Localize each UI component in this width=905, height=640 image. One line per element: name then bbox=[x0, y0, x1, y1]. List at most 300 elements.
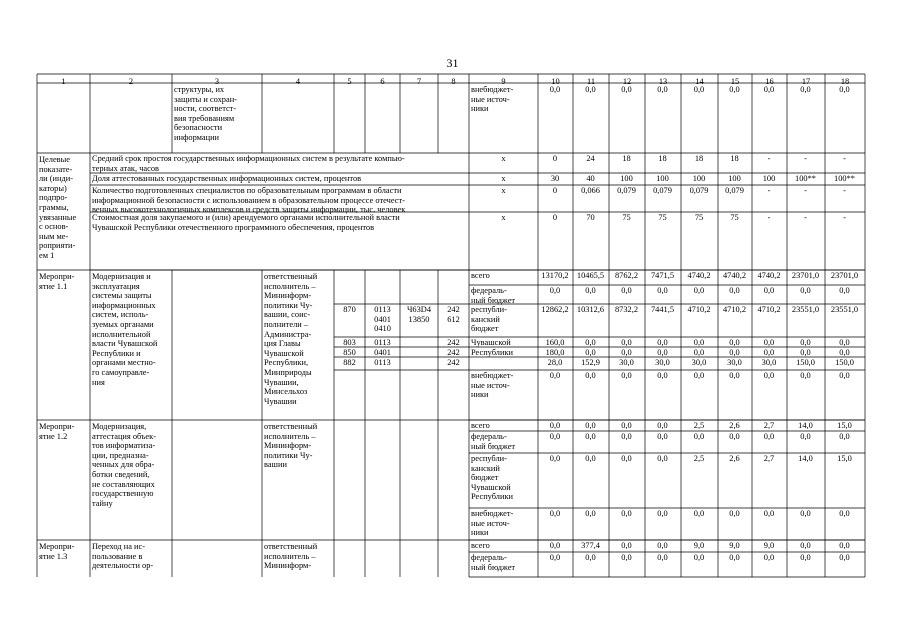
measure-label: Меропри- bbox=[39, 272, 75, 281]
value-cell: 0,0 bbox=[621, 338, 632, 347]
value-cell: 10465,5 bbox=[576, 271, 605, 280]
budget-code: 242 bbox=[447, 348, 460, 357]
value-cell: 0,0 bbox=[657, 338, 668, 347]
value-cell: 30,0 bbox=[655, 358, 670, 367]
measure-task: ния bbox=[92, 377, 105, 387]
value-cell: 0,0 bbox=[621, 348, 632, 357]
indicator-value: 24 bbox=[586, 154, 595, 163]
column-header: 12 bbox=[622, 77, 632, 86]
value-cell: 8732,2 bbox=[614, 305, 639, 314]
source-name: республи- bbox=[471, 305, 507, 314]
value-cell: 9,0 bbox=[693, 541, 705, 550]
value-cell: 0,0 bbox=[549, 454, 561, 463]
indicator-value: 0,079 bbox=[725, 186, 744, 195]
indicator-text: Доля аттестованных государственных информационных систем, процентов bbox=[92, 174, 362, 183]
indicator-value: - bbox=[843, 213, 846, 222]
measure-responsible: ответственный bbox=[264, 542, 318, 551]
measure-responsible: Чувашии bbox=[264, 396, 297, 406]
value-cell: 0,0 bbox=[839, 338, 850, 347]
value-cell: 0,0 bbox=[549, 553, 561, 562]
measure-responsible: Минприроды bbox=[264, 368, 312, 377]
indicator-value: 0,079 bbox=[689, 186, 709, 195]
target-label: каторы) bbox=[39, 183, 67, 193]
value-cell: 4740,2 bbox=[722, 271, 747, 280]
value-cell: 0,0 bbox=[800, 338, 811, 347]
value-cell: 0,0 bbox=[729, 509, 740, 518]
measure-responsible: Чувашии, bbox=[264, 377, 299, 387]
source-name: республи- bbox=[471, 454, 507, 463]
measure-task: эксплуатация bbox=[92, 281, 140, 291]
measure-task: не составляющих bbox=[92, 479, 155, 489]
measure-task: зуемых органами bbox=[92, 320, 154, 329]
column-header: 18 bbox=[840, 77, 850, 86]
indicator-unit: x bbox=[501, 213, 506, 222]
value-cell: 0,0 bbox=[839, 509, 850, 518]
value-cell: 0,0 bbox=[621, 371, 632, 380]
value-cell: 0,0 bbox=[657, 371, 668, 380]
value-cell: 0,0 bbox=[657, 348, 668, 357]
value-cell: 0,0 bbox=[657, 421, 668, 430]
value-cell: 4710,2 bbox=[687, 305, 711, 314]
measure-responsible: исполнитель – bbox=[264, 431, 316, 441]
value-cell: 30,0 bbox=[619, 358, 634, 367]
measure-responsible: ция Главы bbox=[264, 339, 301, 349]
value-cell: 0,0 bbox=[693, 432, 705, 441]
value-cell: 23551,0 bbox=[830, 305, 859, 314]
measure-task: власти Чувашской bbox=[92, 339, 158, 349]
budget-code: 0113 bbox=[374, 338, 391, 347]
value-cell: 0,0 bbox=[549, 371, 561, 380]
value-cell: 0,0 bbox=[657, 85, 668, 94]
source-name: всего bbox=[471, 541, 490, 550]
value-cell: 0,0 bbox=[621, 432, 632, 441]
indicator-value: 0 bbox=[552, 213, 558, 222]
budget-code: 612 bbox=[447, 314, 460, 324]
value-cell: 0,0 bbox=[585, 338, 596, 347]
value-cell: 0,0 bbox=[763, 553, 775, 562]
column-header: 15 bbox=[730, 77, 740, 86]
value-cell: 10312,6 bbox=[576, 305, 605, 314]
measure-label: Меропри- bbox=[39, 422, 75, 431]
budget-code: 0113 bbox=[374, 305, 391, 314]
measure-responsible: полнители – bbox=[264, 320, 309, 329]
indicator-value: - bbox=[767, 154, 771, 163]
source-name: внебюджет- bbox=[471, 509, 514, 518]
value-cell: 2,7 bbox=[763, 454, 775, 463]
indicator-value: 0,066 bbox=[581, 186, 600, 195]
indicator-value: - bbox=[804, 186, 807, 195]
source-name: всего bbox=[471, 271, 490, 280]
task-text: вия требованиям bbox=[174, 113, 235, 123]
indicator-value: 40 bbox=[586, 174, 595, 183]
value-cell: 0,0 bbox=[839, 348, 850, 357]
value-cell: 14,0 bbox=[798, 454, 813, 463]
measure-task: аттестация объек- bbox=[92, 431, 156, 441]
source-name: ный бюджет bbox=[471, 441, 516, 451]
target-label: граммы, bbox=[39, 203, 69, 212]
indicator-text: Средний срок простоя государственных информационных систем в результате компью- bbox=[92, 154, 405, 163]
value-cell: 7471,5 bbox=[650, 271, 675, 280]
target-label: показате- bbox=[39, 164, 73, 174]
source-name: федераль- bbox=[471, 432, 507, 441]
value-cell: 12862,2 bbox=[541, 305, 569, 314]
value-cell: 0,0 bbox=[800, 553, 811, 562]
budget-code: 0113 bbox=[374, 358, 391, 367]
measure-responsible: Республики, bbox=[264, 358, 309, 368]
measure-responsible: Мининформ- bbox=[264, 291, 312, 301]
value-cell: 0,0 bbox=[585, 371, 596, 380]
value-cell: 150,0 bbox=[835, 358, 854, 367]
value-cell: 0,0 bbox=[657, 286, 668, 295]
measure-task: ботки сведений, bbox=[92, 470, 150, 479]
value-cell: 0,0 bbox=[621, 541, 632, 550]
indicator-value: 0 bbox=[552, 186, 558, 195]
column-header: 9 bbox=[501, 77, 506, 86]
measure-responsible: политики Чу- bbox=[264, 450, 313, 460]
source-name: федераль- bbox=[471, 553, 507, 562]
value-cell: 0,0 bbox=[657, 553, 668, 562]
measure-task: тов информатиза- bbox=[92, 441, 156, 451]
value-cell: 0,0 bbox=[621, 454, 632, 463]
value-cell: 0,0 bbox=[800, 286, 811, 295]
measure-responsible: исполнитель – bbox=[264, 551, 316, 561]
indicator-value: 100** bbox=[834, 174, 855, 183]
value-cell: 0,0 bbox=[549, 85, 561, 94]
budget-code: 242 bbox=[447, 358, 460, 367]
value-cell: 152,9 bbox=[581, 358, 600, 367]
value-cell: 2,7 bbox=[763, 421, 775, 430]
value-cell: 0,0 bbox=[657, 454, 668, 463]
target-label: подпро- bbox=[39, 193, 68, 203]
indicator-value: - bbox=[767, 186, 771, 195]
indicator-value: 18 bbox=[658, 154, 667, 163]
measure-responsible: Мининформ- bbox=[264, 561, 312, 571]
indicator-value: 100 bbox=[692, 174, 706, 183]
measure-task: систем, исполь- bbox=[92, 310, 149, 320]
budget-code: 882 bbox=[343, 358, 356, 367]
indicator-value: 75 bbox=[622, 213, 631, 222]
indicator-value: 100 bbox=[620, 174, 633, 183]
measure-task: органами местно- bbox=[92, 358, 156, 368]
source-name: бюджет bbox=[471, 324, 499, 334]
value-cell: 0,0 bbox=[839, 541, 850, 550]
measure-responsible: Минсельхоз bbox=[264, 387, 308, 397]
measure-label: ятие 1.1 bbox=[39, 281, 68, 291]
value-cell: 0,0 bbox=[621, 421, 632, 430]
value-cell: 0,0 bbox=[839, 286, 850, 295]
value-cell: 9,0 bbox=[729, 541, 740, 550]
value-cell: 0,0 bbox=[763, 432, 775, 441]
measure-responsible: вашии, соис- bbox=[264, 310, 311, 320]
indicator-value: 100 bbox=[762, 174, 776, 183]
target-label: ем 1 bbox=[39, 251, 55, 260]
indicator-text: Количество подготовленных специалистов по образовательным программам в области bbox=[92, 186, 402, 195]
measure-task: системы защиты bbox=[92, 291, 152, 301]
indicator-text: терных атак, часов bbox=[92, 163, 159, 173]
indicator-value: 30 bbox=[550, 174, 560, 183]
target-label: увязанные bbox=[39, 212, 77, 222]
measure-task: Модернизация, bbox=[92, 422, 147, 431]
target-label: Целевые bbox=[39, 155, 70, 164]
value-cell: 0,0 bbox=[585, 348, 596, 357]
value-cell: 4740,2 bbox=[687, 271, 711, 280]
source-name: ные источ- bbox=[471, 380, 510, 390]
indicator-unit: x bbox=[501, 174, 506, 183]
value-cell: 0,0 bbox=[800, 541, 811, 550]
indicator-value: 75 bbox=[730, 213, 739, 222]
indicator-text: информационной безопасности с использованием в образовательном процессе отечест- bbox=[92, 195, 405, 205]
measure-responsible: политики Чу- bbox=[264, 300, 313, 310]
value-cell: 0,0 bbox=[585, 85, 596, 94]
value-cell: 15,0 bbox=[837, 421, 852, 430]
measure-task: тайну bbox=[92, 498, 113, 508]
indicator-value: 100 bbox=[656, 174, 669, 183]
value-cell: 13170,2 bbox=[541, 271, 569, 280]
value-cell: 0,0 bbox=[729, 286, 740, 295]
target-label: роприяти- bbox=[39, 241, 76, 251]
value-cell: 0,0 bbox=[763, 371, 775, 380]
column-header: 7 bbox=[416, 77, 422, 86]
measure-task: ченных для обра- bbox=[92, 460, 155, 470]
indicator-value: - bbox=[804, 154, 807, 163]
column-header: 13 bbox=[658, 77, 668, 86]
value-cell: 30,0 bbox=[727, 358, 742, 367]
column-header: 11 bbox=[586, 77, 596, 86]
column-header: 14 bbox=[695, 77, 704, 86]
column-header: 6 bbox=[380, 77, 385, 86]
value-cell: 0,0 bbox=[693, 286, 705, 295]
value-cell: 0,0 bbox=[839, 371, 850, 380]
indicator-value: 70 bbox=[586, 213, 595, 222]
source-name: ные источ- bbox=[471, 94, 510, 104]
value-cell: 0,0 bbox=[549, 421, 561, 430]
indicator-value: - bbox=[804, 213, 807, 222]
value-cell: 0,0 bbox=[549, 432, 561, 441]
value-cell: 0,0 bbox=[729, 553, 740, 562]
value-cell: 0,0 bbox=[585, 509, 596, 518]
task-text: защиты и сохран- bbox=[174, 94, 237, 104]
measure-label: Меропри- bbox=[39, 542, 75, 551]
value-cell: 23701,0 bbox=[791, 271, 820, 280]
indicator-unit: x bbox=[501, 154, 506, 163]
indicator-value: 0,079 bbox=[653, 186, 672, 195]
indicator-text: Стоимостная доля закупаемого и (или) арендуемого органами исполнительной власти bbox=[92, 213, 400, 222]
measure-task: го самоуправле- bbox=[92, 368, 150, 377]
value-cell: 28,0 bbox=[547, 358, 563, 367]
measure-task: государственную bbox=[92, 489, 154, 499]
indicator-value: 75 bbox=[694, 213, 704, 222]
value-cell: 2,5 bbox=[693, 421, 705, 430]
value-cell: 0,0 bbox=[800, 509, 811, 518]
value-cell: 0,0 bbox=[549, 509, 561, 518]
value-cell: 377,4 bbox=[581, 541, 600, 550]
value-cell: 14,0 bbox=[798, 421, 813, 430]
value-cell: 0,0 bbox=[621, 553, 632, 562]
value-cell: 0,0 bbox=[585, 553, 596, 562]
budget-code: 0410 bbox=[374, 324, 391, 334]
source-name: ные источ- bbox=[471, 518, 510, 528]
indicator-unit: x bbox=[501, 186, 506, 195]
indicator-value: - bbox=[767, 213, 771, 222]
value-cell: 4710,2 bbox=[757, 305, 781, 314]
value-cell: 30,0 bbox=[691, 358, 707, 367]
value-cell: 0,0 bbox=[800, 432, 811, 441]
source-name: канский bbox=[471, 314, 500, 324]
indicator-value: 100** bbox=[795, 174, 816, 183]
value-cell: 0,0 bbox=[693, 338, 705, 347]
value-cell: 0,0 bbox=[585, 454, 596, 463]
value-cell: 0,0 bbox=[763, 286, 775, 295]
source-name: ники bbox=[471, 390, 489, 400]
column-header: 10 bbox=[551, 77, 560, 86]
task-text: структуры, их bbox=[174, 85, 225, 94]
measure-task: Модернизация и bbox=[92, 272, 151, 281]
source-name: ный бюджет bbox=[471, 562, 516, 572]
value-cell: 2,5 bbox=[693, 454, 705, 463]
value-cell: 0,0 bbox=[729, 85, 740, 94]
value-cell: 0,0 bbox=[549, 286, 561, 295]
indicator-value: 18 bbox=[730, 154, 739, 163]
source-name: ники bbox=[471, 528, 489, 538]
measure-task: информационных bbox=[92, 300, 156, 310]
value-cell: 180,0 bbox=[545, 348, 565, 357]
value-cell: 0,0 bbox=[839, 553, 850, 562]
measure-task: Переход на ис- bbox=[92, 542, 146, 551]
value-cell: 0,0 bbox=[693, 348, 705, 357]
task-text: информации bbox=[174, 133, 220, 142]
measure-task: исполнительной bbox=[92, 329, 151, 339]
value-cell: 0,0 bbox=[763, 348, 775, 357]
value-cell: 0,0 bbox=[729, 432, 740, 441]
measure-label: ятие 1.3 bbox=[39, 551, 68, 561]
value-cell: 0,0 bbox=[693, 85, 705, 94]
value-cell: 160,0 bbox=[545, 338, 565, 347]
value-cell: 0,0 bbox=[763, 85, 775, 94]
budget-code: 242 bbox=[447, 338, 460, 347]
column-header: 17 bbox=[801, 77, 811, 86]
value-cell: 0,0 bbox=[729, 348, 740, 357]
source-name: бюджет bbox=[471, 473, 499, 483]
value-cell: 0,0 bbox=[763, 509, 775, 518]
value-cell: 0,0 bbox=[657, 509, 668, 518]
value-cell: 0,0 bbox=[549, 541, 561, 550]
value-cell: 23701,0 bbox=[830, 271, 859, 280]
value-cell: 2,6 bbox=[729, 454, 740, 463]
measure-task: Республики и bbox=[92, 348, 141, 358]
measure-responsible: исполнитель – bbox=[264, 281, 316, 291]
value-cell: 0,0 bbox=[763, 338, 775, 347]
value-cell: 0,0 bbox=[621, 286, 632, 295]
indicator-value: 100 bbox=[728, 174, 741, 183]
source-name: ники bbox=[471, 104, 489, 114]
value-cell: 0,0 bbox=[585, 432, 596, 441]
value-cell: 8762,2 bbox=[614, 271, 639, 280]
column-header: 1 bbox=[61, 77, 66, 86]
indicator-value: 18 bbox=[622, 154, 631, 163]
measure-responsible: Администра- bbox=[264, 329, 312, 339]
value-cell: 0,0 bbox=[621, 85, 632, 94]
value-cell: 0,0 bbox=[800, 348, 811, 357]
value-cell: 0,0 bbox=[693, 371, 705, 380]
measure-responsible: ответственный bbox=[264, 422, 318, 431]
value-cell: 0,0 bbox=[693, 509, 705, 518]
value-cell: 0,0 bbox=[729, 371, 740, 380]
value-cell: 0,0 bbox=[800, 85, 811, 94]
value-cell: 0,0 bbox=[585, 421, 596, 430]
budget-code: 850 bbox=[343, 348, 356, 357]
value-cell: 0,0 bbox=[657, 541, 668, 550]
target-label: ным ме- bbox=[39, 231, 69, 241]
budget-code: 803 bbox=[343, 338, 356, 347]
indicator-value: - bbox=[843, 186, 846, 195]
source-name: внебюджет- bbox=[471, 371, 514, 380]
target-label: ли (инди- bbox=[39, 174, 74, 184]
source-name: внебюджет- bbox=[471, 85, 514, 94]
indicator-value: 75 bbox=[658, 213, 667, 222]
indicator-value: 0,079 bbox=[617, 186, 636, 195]
value-cell: 15,0 bbox=[837, 454, 852, 463]
measure-task: деятельности ор- bbox=[92, 561, 154, 571]
value-cell: 0,0 bbox=[693, 553, 705, 562]
budget-code: 242 bbox=[447, 305, 460, 314]
measure-responsible: Мининформ- bbox=[264, 441, 312, 451]
measure-task: ции, предназна- bbox=[92, 450, 149, 460]
source-name: Чувашской bbox=[471, 482, 511, 492]
target-label: с основ- bbox=[39, 222, 69, 232]
value-cell: 30,0 bbox=[761, 358, 777, 367]
value-cell: 23551,0 bbox=[791, 305, 820, 314]
value-cell: 4740,2 bbox=[757, 271, 781, 280]
budget-code: 0401 bbox=[374, 348, 391, 357]
measure-responsible: вашии bbox=[264, 460, 287, 470]
value-cell: 7441,5 bbox=[650, 305, 675, 314]
value-cell: 0,0 bbox=[800, 371, 811, 380]
task-text: безопасности bbox=[174, 123, 223, 133]
measure-responsible: ответственный bbox=[264, 272, 318, 281]
column-header: 4 bbox=[295, 77, 301, 86]
value-cell: 0,0 bbox=[729, 338, 740, 347]
page-number: 31 bbox=[446, 56, 459, 70]
source-name: ный бюджет bbox=[471, 295, 516, 305]
measure-task: пользование в bbox=[92, 551, 143, 561]
column-header: 16 bbox=[765, 77, 774, 86]
indicator-value: 0 bbox=[552, 154, 558, 163]
budget-code: 870 bbox=[343, 305, 356, 314]
indicator-text: Чувашской Республики отечественного программного обеспечения, процентов bbox=[92, 222, 375, 232]
indicator-text: венных высокотехнологичных комплексов и средств защиты информации, тыс. человек bbox=[92, 205, 406, 215]
measure-label: ятие 1.2 bbox=[39, 431, 68, 441]
column-header: 5 bbox=[347, 77, 352, 86]
source-name: федераль- bbox=[471, 286, 507, 295]
source-name: канский bbox=[471, 463, 500, 473]
value-cell: 2,6 bbox=[729, 421, 740, 430]
indicator-value: 18 bbox=[694, 154, 704, 163]
budget-code: 13850 bbox=[408, 314, 430, 324]
budget-code: Ч63D4 bbox=[406, 305, 432, 314]
task-text: ности, соответст- bbox=[174, 104, 237, 114]
value-cell: 0,0 bbox=[657, 432, 668, 441]
budget-code: 0401 bbox=[374, 314, 391, 324]
value-cell: 0,0 bbox=[621, 509, 632, 518]
source-name: Чувашской bbox=[471, 338, 511, 347]
measure-responsible: Чувашской bbox=[264, 348, 304, 358]
value-cell: 0,0 bbox=[839, 432, 850, 441]
value-cell: 0,0 bbox=[585, 286, 596, 295]
value-cell: 4710,2 bbox=[722, 305, 747, 314]
value-cell: 0,0 bbox=[839, 85, 850, 94]
indicator-value: - bbox=[843, 154, 846, 163]
column-header: 3 bbox=[214, 77, 220, 86]
